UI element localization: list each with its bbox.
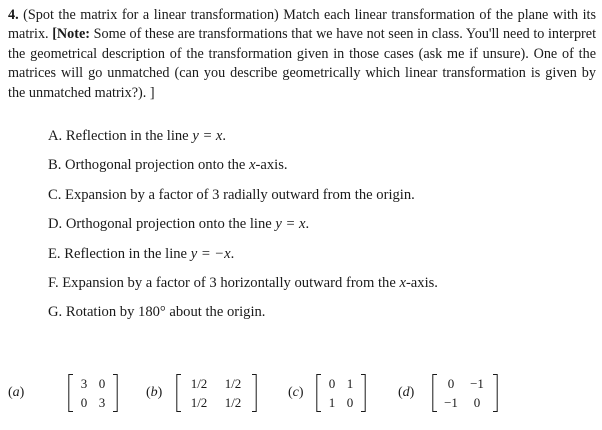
item-text: Orthogonal projection onto the line (65, 216, 276, 233)
right-bracket (360, 374, 366, 412)
transformation-item-e (48, 244, 588, 273)
matrix-label: (d) (398, 385, 415, 400)
item-tail: -axis. (405, 274, 438, 291)
transformation-item-b (48, 155, 588, 184)
item-math: y = x (275, 216, 306, 233)
item-math: y = −x (190, 245, 231, 262)
matrix-label: (b) (146, 385, 163, 400)
problem-statement (8, 6, 596, 103)
item-letter: A. (48, 128, 63, 144)
item-text: Expansion by a factor of 3 horizontally outward from the (62, 274, 400, 291)
item-text: Reflection in the line (65, 128, 193, 144)
matrix-cell: 1 (346, 376, 354, 391)
item-tail: . (230, 245, 235, 262)
matrix-cell: 1/2 (224, 376, 242, 391)
item-tail: . (222, 128, 227, 144)
matrix-label: (a) (8, 385, 25, 400)
item-math: y = x (192, 128, 223, 144)
matrix-cell: −1 (470, 376, 484, 391)
item-math: x (249, 157, 256, 174)
left-bracket (176, 374, 182, 412)
left-bracket (68, 374, 74, 412)
item-letter: D. (48, 216, 63, 233)
matrix-cell: 0 (473, 395, 481, 410)
note-label: [Note: (52, 26, 90, 43)
transformation-list (48, 126, 588, 332)
matrix-cell: 1/2 (190, 395, 208, 410)
right-bracket (492, 374, 498, 412)
matrix-a (6, 372, 126, 416)
transformation-item-f (48, 273, 588, 302)
matrix-label: (c) (288, 385, 304, 400)
problem-intro: (Spot the matrix for a linear transformation) Match each linear transformation of the plane with its matrix. (8, 7, 596, 43)
left-bracket (432, 374, 438, 412)
transformation-item-a (48, 126, 588, 155)
matrix-cell: 0 (447, 376, 455, 391)
transformation-item-d (48, 214, 588, 243)
matrix-cell: 1/2 (190, 376, 208, 391)
item-letter: F. (48, 274, 59, 291)
left-bracket (316, 374, 322, 412)
matrix-cell: 0 (98, 376, 106, 391)
note-text: Some of these are transformations that we have not seen in class. You'll need to interpret the geometrical description of the transformation given in those cases (ask me if unsure). One of the matrices will go unmatched (can you describe geometrically which linear transformation is given by the unmatched matrix?). ] (8, 26, 597, 101)
transformation-item-g (48, 302, 588, 331)
right-bracket (251, 374, 257, 412)
matrix-cell: −1 (444, 395, 458, 410)
matrix-b (144, 372, 274, 416)
item-text: Reflection in the line (64, 245, 191, 262)
item-tail: . (305, 216, 310, 233)
item-text: Orthogonal projection onto the (65, 157, 250, 174)
item-text: Rotation by 180° about the origin. (65, 304, 266, 321)
matrix-d (396, 372, 516, 416)
item-math: x (399, 274, 406, 291)
matrix-cell: 1 (328, 395, 336, 410)
matrix-cell: 1/2 (224, 395, 242, 410)
item-tail: -axis. (255, 157, 288, 174)
matrix-cell: 3 (98, 395, 106, 410)
matrix-cell: 0 (80, 395, 88, 410)
matrix-cell: 0 (328, 376, 336, 391)
matrix-c (286, 372, 386, 416)
item-letter: E. (48, 245, 61, 262)
matrix-cell: 3 (80, 376, 88, 391)
matrix-cell: 0 (346, 395, 354, 410)
transformation-item-c (48, 185, 588, 214)
item-letter: G. (48, 304, 63, 321)
item-letter: B. (48, 157, 62, 174)
problem-number: 4. (8, 7, 19, 23)
matrix-row (0, 372, 602, 416)
item-letter: C. (48, 186, 62, 203)
right-bracket (112, 374, 118, 412)
item-text: Expansion by a factor of 3 radially outward from the origin. (65, 186, 415, 203)
